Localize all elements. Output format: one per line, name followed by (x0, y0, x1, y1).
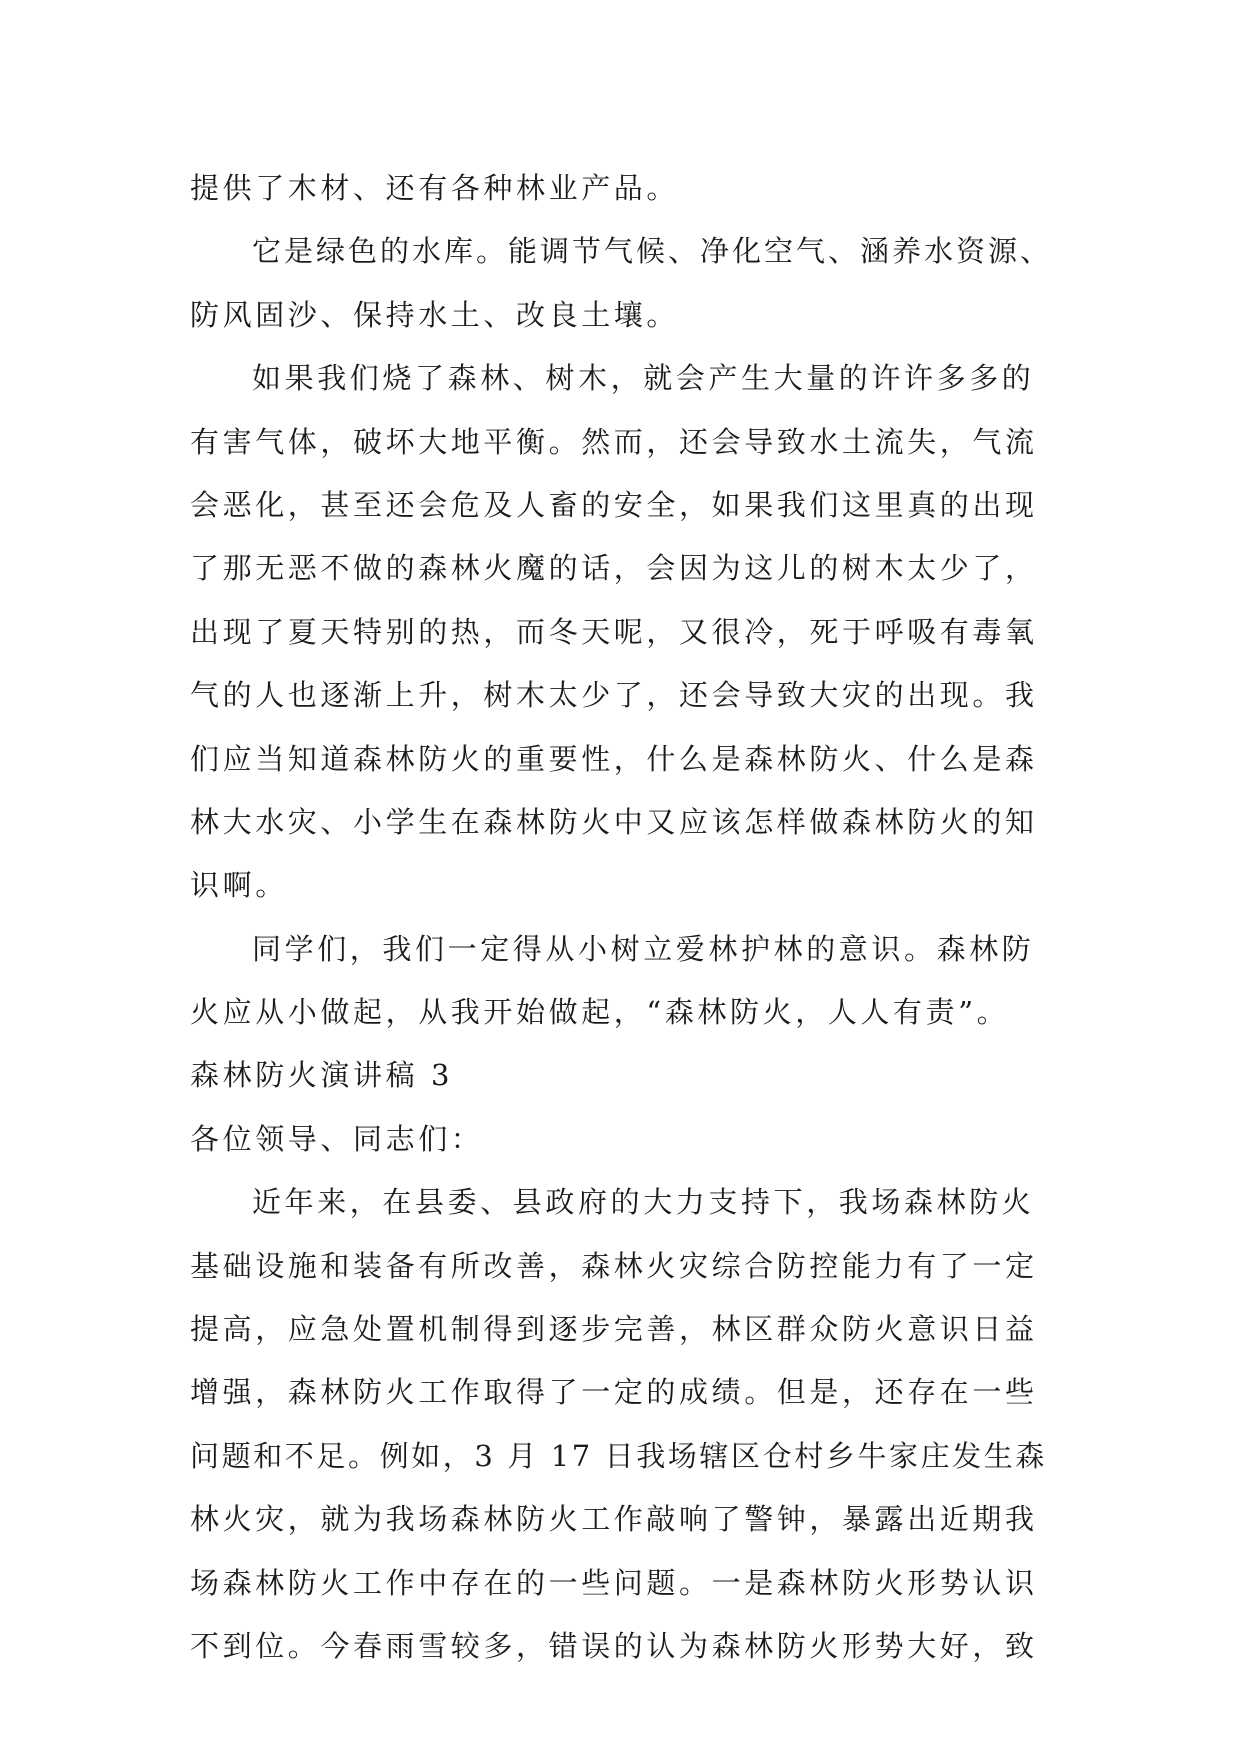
text-line: 气的人也逐渐上升，树木太少了，还会导致大灾的出现。我 (190, 678, 1038, 713)
text-line: 林大水灾、小学生在森林防火中又应该怎样做森林防火的知 (190, 804, 1038, 839)
text-line: 问题和不足。例如，3 月 17 日我场辖区仓村乡牛家庄发生森 (190, 1438, 1048, 1473)
document-body (190, 157, 1052, 1678)
text-line: 出现了夏天特别的热，而冬天呢，又很冷，死于呼吸有毒氧 (190, 614, 1038, 649)
text-line: 防风固沙、保持水土、改良土壤。 (190, 297, 680, 332)
text-line: 提供了木材、还有各种林业产品。 (190, 171, 680, 205)
text-line: 火应从小做起，从我开始做起，“森林防火，人人有责”。 (190, 995, 1010, 1030)
text-line: 们应当知道森林防火的重要性，什么是森林防火、什么是森 (190, 741, 1038, 776)
text-line: 基础设施和装备有所改善，森林火灾综合防控能力有了一定 (190, 1248, 1038, 1283)
text-line: 有害气体，破坏大地平衡。然而，还会导致水土流失，气流 (190, 424, 1038, 459)
text-line: 同学们，我们一定得从小树立爱林护林的意识。森林防 (252, 931, 1035, 966)
text-line: 提高，应急处置机制得到逐步完善，林区群众防火意识日益 (190, 1312, 1038, 1347)
text-line: 会恶化，甚至还会危及人畜的安全，如果我们这里真的出现 (190, 487, 1038, 522)
text-line: 识啊。 (190, 868, 288, 903)
text-line: 林火灾，就为我场森林防火工作敲响了警钟，暴露出近期我 (190, 1502, 1038, 1537)
text-line: 场森林防火工作中存在的一些问题。一是森林防火形势认识 (190, 1565, 1038, 1600)
salutation: 各位领导、同志们： (190, 1121, 484, 1156)
section-title: 森林防火演讲稿 3 (190, 1058, 454, 1093)
text-line: 不到位。今春雨雪较多，错误的认为森林防火形势大好，致 (190, 1628, 1038, 1663)
text-line: 增强，森林防火工作取得了一定的成绩。但是，还存在一些 (190, 1375, 1038, 1410)
text-line: 近年来，在县委、县政府的大力支持下，我场森林防火 (252, 1185, 1035, 1220)
text-line: 了那无恶不做的森林火魔的话，会因为这儿的树木太少了， (190, 551, 1038, 586)
text-line: 如果我们烧了森林、树木，就会产生大量的许许多多的 (252, 361, 1035, 396)
text-line: 它是绿色的水库。能调节气候、净化空气、涵养水资源、 (252, 234, 1053, 269)
